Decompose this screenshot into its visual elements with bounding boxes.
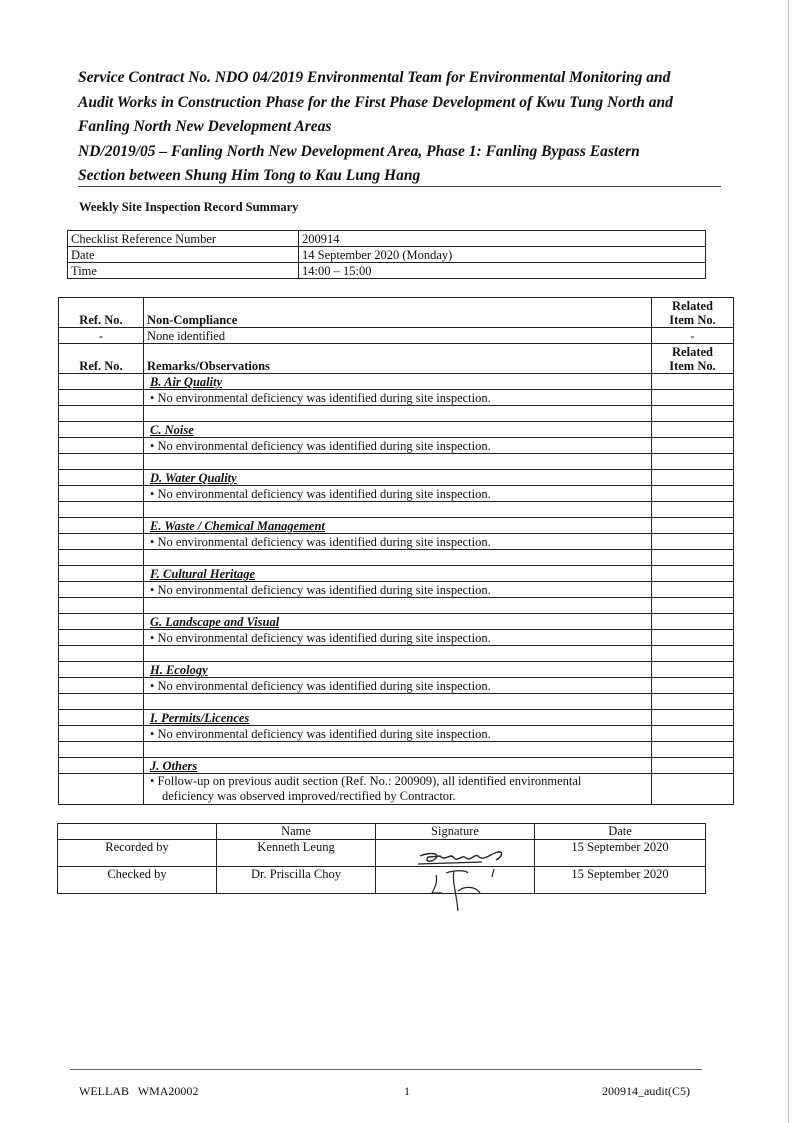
spacer-row (59, 454, 734, 470)
noncompliance-ref: - (59, 328, 144, 344)
remarks-header: Remarks/Observations (144, 344, 652, 374)
spacer-row (59, 502, 734, 518)
section-title-row (59, 374, 734, 390)
header-line: Audit Works in Construction Phase for the First Phase Development of Kwu Tung North and (78, 93, 673, 111)
ref-no-header: Ref. No. (59, 344, 144, 374)
others-item-row (59, 774, 734, 805)
noncompliance-header-row (59, 298, 734, 328)
date-header: Date (535, 824, 706, 840)
others-title-row (59, 758, 734, 774)
section-item-row: • No environmental deficiency was identified during site inspection. (59, 678, 734, 694)
section-item-row: • No environmental deficiency was identified during site inspection. (59, 534, 734, 550)
section-title: G. Landscape and Visual (150, 615, 280, 629)
recorder-signature (376, 840, 535, 867)
section-title: H. Ecology (150, 663, 208, 677)
section-title-row (59, 422, 734, 438)
handwritten-signature-icon (376, 867, 535, 917)
checked-date: 15 September 2020 (535, 867, 706, 894)
date-value: 14 September 2020 (Monday) (299, 247, 706, 263)
spacer-row (59, 694, 734, 710)
document-header (78, 66, 721, 189)
header-line: Service Contract No. NDO 04/2019 Environmental Team for Environmental Monitoring and (78, 69, 671, 86)
section-title-row (59, 518, 734, 534)
section-title-row (59, 566, 734, 582)
section-title-row (59, 662, 734, 678)
section-remark: No environmental deficiency was identified during site inspection. (157, 391, 491, 405)
date-label: Date (68, 247, 299, 263)
section-remark: No environmental deficiency was identified during site inspection. (157, 631, 491, 645)
noncompliance-row (59, 328, 734, 344)
spacer-row (59, 550, 734, 566)
noncompliance-related: - (652, 328, 734, 344)
footer-file-ref: 200914_audit(C5) (602, 1084, 690, 1098)
related-item-header: Related Item No. (652, 344, 734, 374)
section-title-row (59, 470, 734, 486)
section-title: D. Water Quality (150, 471, 237, 485)
section-item-row: • No environmental deficiency was identified during site inspection. (59, 486, 734, 502)
section-item-row: • No environmental deficiency was identified during site inspection. (59, 630, 734, 646)
checker-signature (376, 867, 535, 894)
header-divider (78, 186, 721, 187)
related-item-header: Related Item No. (652, 298, 734, 328)
section-item-row: • No environmental deficiency was identified during site inspection. (59, 438, 734, 454)
checked-by-row (58, 867, 706, 894)
page-number: 1 (404, 1084, 410, 1098)
others-remark: • Follow-up on previous audit section (Ref. No.: 200909), all identified environmental deficiency was observed improved/rectified by Contractor. (144, 774, 652, 805)
section-title: F. Cultural Heritage (150, 567, 256, 581)
scan-edge-line (788, 0, 789, 1123)
remarks-header-row (59, 344, 734, 374)
ref-no-header: Ref. No. (59, 298, 144, 328)
section-remark: No environmental deficiency was identified during site inspection. (157, 583, 491, 597)
handwritten-signature-icon (376, 840, 535, 870)
header-line: ND/2019/05 – Fanling North New Development Area, Phase 1: Fanling Bypass Eastern (78, 142, 640, 160)
section-title: I. Permits/Licences (150, 711, 250, 725)
spacer-row (59, 646, 734, 662)
name-header: Name (217, 824, 376, 840)
recorded-by-row (58, 840, 706, 867)
noncompliance-header: Non-Compliance (144, 298, 652, 328)
section-remark: No environmental deficiency was identified during site inspection. (157, 727, 491, 741)
checker-name: Dr. Priscilla Choy (217, 867, 376, 894)
time-value: 14:00 – 15:00 (299, 263, 706, 279)
section-title: C. Noise (150, 423, 194, 437)
footer-company-ref: WELLAB WMA20002 (79, 1084, 199, 1098)
checked-by-label: Checked by (58, 867, 217, 894)
time-label: Time (68, 263, 299, 279)
section-title: J. Others (144, 758, 652, 774)
checklist-ref-label: Checklist Reference Number (68, 231, 299, 247)
header-line: Section between Shung Him Tong to Kau Lung Hang (78, 167, 421, 184)
signature-header: Signature (376, 824, 535, 840)
section-item-row: • No environmental deficiency was identified during site inspection. (59, 726, 734, 742)
table-row (68, 231, 706, 247)
section-title-row (59, 710, 734, 726)
checklist-info-table (67, 230, 706, 279)
table-row (68, 263, 706, 279)
footer-divider (70, 1069, 702, 1070)
signoff-table (57, 823, 706, 894)
section-item-row: • No environmental deficiency was identified during site inspection. (59, 390, 734, 406)
section-remark: No environmental deficiency was identified during site inspection. (157, 679, 491, 693)
recorded-by-label: Recorded by (58, 840, 217, 867)
noncompliance-text: None identified (144, 328, 652, 344)
document-title: Weekly Site Inspection Record Summary (79, 200, 299, 214)
section-remark: No environmental deficiency was identified during site inspection. (157, 535, 491, 549)
section-remark: No environmental deficiency was identified during site inspection. (157, 439, 491, 453)
section-title: B. Air Quality (150, 375, 223, 389)
recorder-name: Kenneth Leung (217, 840, 376, 867)
spacer-row (59, 742, 734, 758)
table-row (68, 247, 706, 263)
section-remark: No environmental deficiency was identified during site inspection. (157, 487, 491, 501)
header-line: Fanling North New Development Areas (78, 118, 332, 135)
section-item-row: • No environmental deficiency was identified during site inspection. (59, 582, 734, 598)
checklist-ref-value: 200914 (299, 231, 706, 247)
spacer-row (59, 406, 734, 422)
findings-table (58, 297, 734, 805)
recorded-date: 15 September 2020 (535, 840, 706, 867)
section-title-row (59, 614, 734, 630)
spacer-row (59, 598, 734, 614)
signoff-header-row (58, 824, 706, 840)
section-title: E. Waste / Chemical Management (150, 519, 325, 533)
